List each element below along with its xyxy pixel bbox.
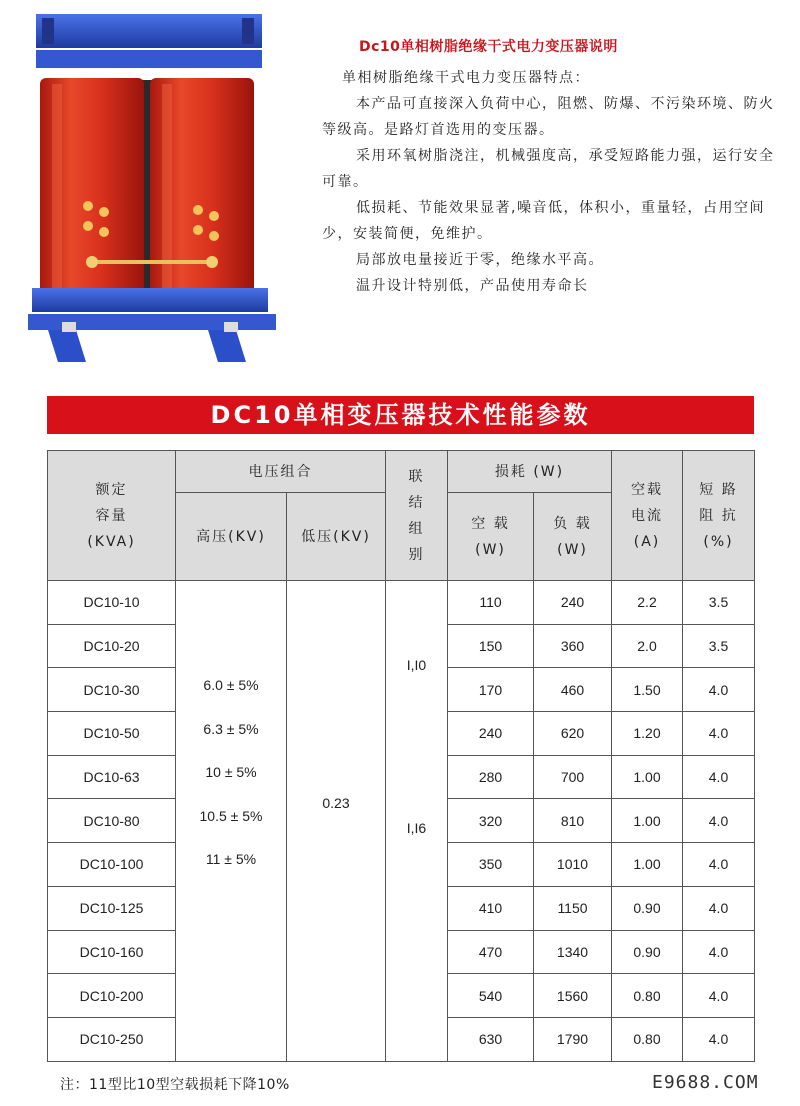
load-cell: 460	[534, 668, 612, 712]
current-cell: 0.80	[612, 1017, 683, 1061]
model-cell: DC10-63	[48, 755, 176, 799]
header-no-load: 空 载 (W)	[448, 493, 534, 581]
impedance-cell: 3.5	[683, 624, 755, 668]
connection-value: I,I6	[406, 820, 427, 837]
model-cell: DC10-100	[48, 843, 176, 887]
hv-value: 6.3 ± 5%	[203, 720, 259, 737]
impedance-cell: 4.0	[683, 1017, 755, 1061]
current-cell: 0.90	[612, 886, 683, 930]
intro-line: 局部放电量接近于零，绝缘水平高。	[356, 252, 604, 268]
intro-title: Dc10单相树脂绝缘干式电力变压器说明	[359, 39, 618, 55]
impedance-cell: 4.0	[683, 712, 755, 756]
current-cell: 1.00	[612, 755, 683, 799]
no-load-cell: 410	[448, 886, 534, 930]
impedance-cell: 4.0	[683, 843, 755, 887]
table-row	[48, 581, 755, 625]
no-load-cell: 170	[448, 668, 534, 712]
load-cell: 1560	[534, 974, 612, 1018]
hv-value: 6.0 ± 5%	[203, 677, 259, 694]
header-impedance: 短 路 阻 抗 (%)	[683, 451, 755, 581]
model-cell: DC10-80	[48, 799, 176, 843]
model-cell: DC10-160	[48, 930, 176, 974]
header-loss-group: 损耗 (W)	[448, 451, 612, 493]
impedance-cell: 4.0	[683, 886, 755, 930]
no-load-cell: 110	[448, 581, 534, 625]
hv-cell	[176, 581, 287, 1062]
impedance-cell: 4.0	[683, 799, 755, 843]
impedance-cell: 4.0	[683, 930, 755, 974]
intro-line: 采用环氧树脂浇注，机械强度高，承受短路能力强，运行安全可靠。	[322, 148, 775, 190]
load-cell: 1790	[534, 1017, 612, 1061]
impedance-cell: 3.5	[683, 581, 755, 625]
footnote: 注：11型比10型空载损耗下降10%	[60, 1077, 290, 1093]
load-cell: 1340	[534, 930, 612, 974]
load-cell: 620	[534, 712, 612, 756]
model-cell: DC10-30	[48, 668, 176, 712]
no-load-cell: 630	[448, 1017, 534, 1061]
current-cell: 1.20	[612, 712, 683, 756]
no-load-cell: 280	[448, 755, 534, 799]
current-cell: 2.2	[612, 581, 683, 625]
current-cell: 0.90	[612, 930, 683, 974]
intro-line: 低损耗、节能效果显著,噪音低，体积小，重量轻，占用空间少，安装简便，免维护。	[322, 200, 765, 242]
transformer-illustration	[28, 10, 290, 368]
intro-line: 温升设计特别低，产品使用寿命长	[356, 278, 589, 294]
current-cell: 1.00	[612, 799, 683, 843]
header-current: 空载 电流 (A)	[612, 451, 683, 581]
model-cell: DC10-50	[48, 712, 176, 756]
no-load-cell: 240	[448, 712, 534, 756]
current-cell: 1.00	[612, 843, 683, 887]
load-cell: 1150	[534, 886, 612, 930]
intro-line: 单相树脂绝缘干式电力变压器特点：	[342, 70, 590, 86]
header-hv: 高压(KV)	[176, 493, 287, 581]
header-load: 负 载 (W)	[534, 493, 612, 581]
no-load-cell: 150	[448, 624, 534, 668]
header-capacity: 额定 容量 (KVA)	[48, 451, 176, 581]
load-cell: 810	[534, 799, 612, 843]
current-cell: 1.50	[612, 668, 683, 712]
current-cell: 2.0	[612, 624, 683, 668]
load-cell: 240	[534, 581, 612, 625]
load-cell: 700	[534, 755, 612, 799]
connection-value: I,I0	[406, 657, 427, 674]
no-load-cell: 540	[448, 974, 534, 1018]
no-load-cell: 470	[448, 930, 534, 974]
model-cell: DC10-200	[48, 974, 176, 1018]
lv-cell: 0.23	[287, 581, 386, 1062]
site-watermark: E9688.COM	[652, 1072, 759, 1093]
hv-value: 11 ± 5%	[205, 851, 257, 868]
spec-table	[47, 450, 755, 1062]
impedance-cell: 4.0	[683, 668, 755, 712]
hv-value: 10 ± 5%	[205, 764, 257, 781]
header-lv: 低压(KV)	[287, 493, 386, 581]
model-cell: DC10-10	[48, 581, 176, 625]
header-connection: 联 结 组 别	[386, 451, 448, 581]
no-load-cell: 320	[448, 799, 534, 843]
connection-cell	[386, 581, 448, 1062]
model-cell: DC10-250	[48, 1017, 176, 1061]
hv-value: 10.5 ± 5%	[199, 807, 263, 824]
impedance-cell: 4.0	[683, 974, 755, 1018]
intro-section	[322, 36, 778, 299]
load-cell: 1010	[534, 843, 612, 887]
no-load-cell: 350	[448, 843, 534, 887]
header-voltage-group: 电压组合	[176, 451, 386, 493]
model-cell: DC10-20	[48, 624, 176, 668]
model-cell: DC10-125	[48, 886, 176, 930]
intro-line: 本产品可直接深入负荷中心，阻燃、防爆、不污染环境、防火等级高。是路灯首选用的变压器。	[322, 96, 775, 138]
impedance-cell: 4.0	[683, 755, 755, 799]
section-banner: DC10单相变压器技术性能参数	[47, 396, 754, 434]
load-cell: 360	[534, 624, 612, 668]
current-cell: 0.80	[612, 974, 683, 1018]
